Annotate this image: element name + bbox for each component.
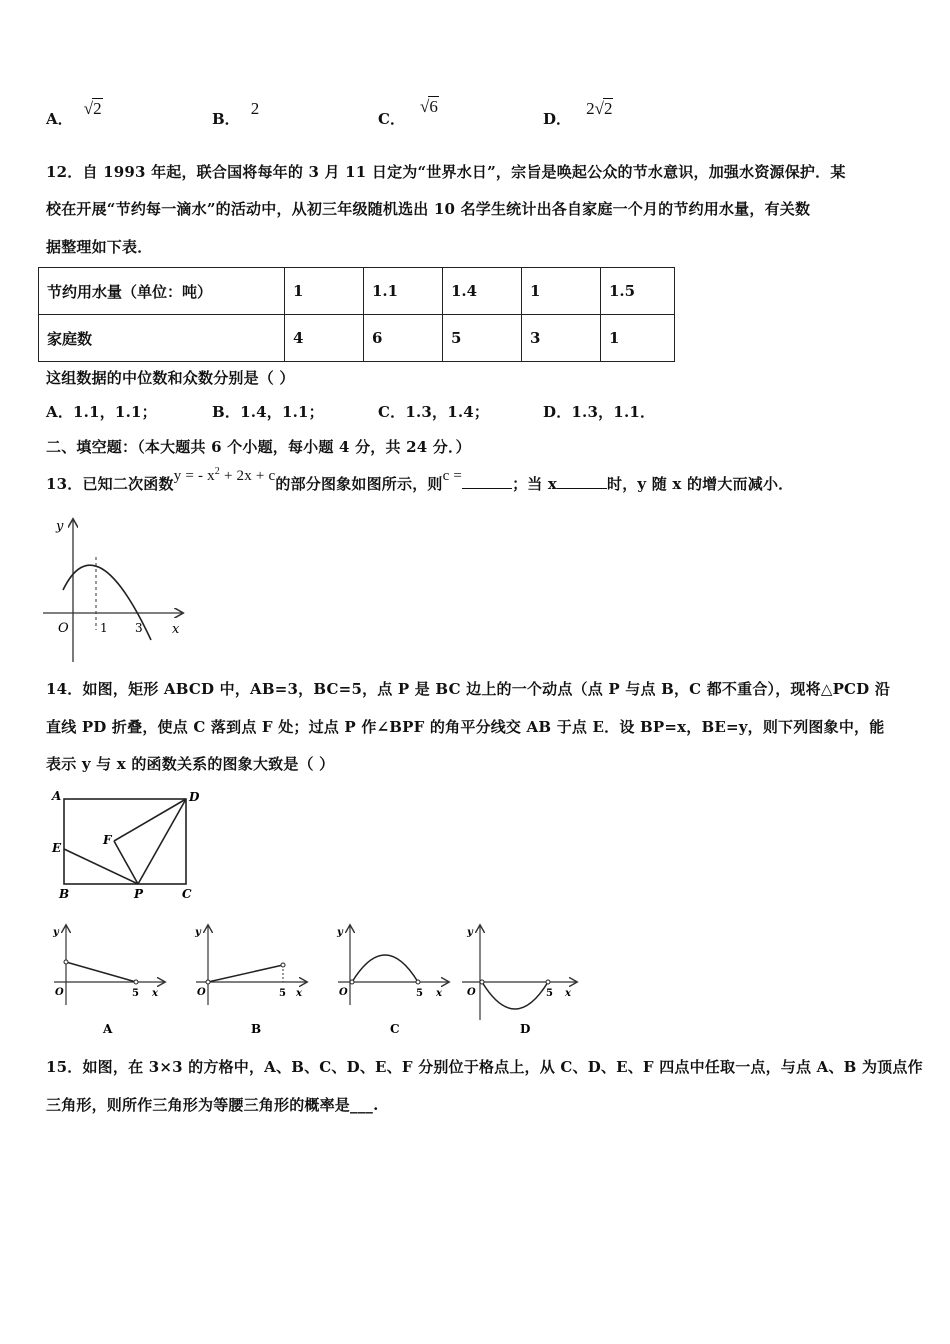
sqrt-expression: √6 xyxy=(420,97,438,116)
tick-label: 5 xyxy=(416,988,423,999)
q12-line3: 据整理如下表． xyxy=(46,238,153,256)
option-label: D． xyxy=(543,110,572,128)
q13-suffix: 时，y 随 x 的增大而减小． xyxy=(607,475,794,493)
open-point xyxy=(281,963,285,967)
q15-line1: 15．如图，在 3×3 的方格中，A、B、C、D、E、F 分别位于格点上，从 C、D、E、F 四点中任取一点，与点 A、B 为顶点作 xyxy=(46,1058,923,1076)
x-label: x xyxy=(152,988,158,999)
q12-option-d: D．1.3，1.1． xyxy=(543,403,656,421)
rectangle-figure xyxy=(46,786,206,904)
y-label: y xyxy=(56,519,64,534)
point-e-label: E xyxy=(52,841,62,855)
graph-caption: D xyxy=(520,1022,531,1036)
origin-label: O xyxy=(58,621,69,636)
q11-option-b xyxy=(212,99,260,129)
radicand: 6 xyxy=(429,97,438,116)
q13-mid: 的部分图象如图所示，则 xyxy=(275,475,443,493)
q12-option-a: A．1.1，1.1； xyxy=(46,403,157,421)
table-cell: 1 xyxy=(522,268,601,315)
open-point xyxy=(134,980,138,984)
y-label: y xyxy=(337,927,343,938)
water-table xyxy=(38,267,675,362)
q12-option-c: C．1.3，1.4； xyxy=(378,403,490,421)
table-cell: 1.5 xyxy=(601,268,675,315)
radicand: 2 xyxy=(603,99,613,118)
graph-line xyxy=(208,965,283,982)
choice-graph-a xyxy=(46,920,176,1040)
tick-label: 5 xyxy=(279,988,286,999)
section-heading: 二、填空题：（本大题共 6 个小题，每小题 4 分，共 24 分．） xyxy=(46,438,471,456)
formula-part: + 2x + c xyxy=(220,468,276,484)
table-cell: 3 xyxy=(522,315,601,362)
x-label: x xyxy=(565,988,571,999)
graph-caption: C xyxy=(390,1022,400,1036)
c-equals: c = xyxy=(442,468,463,484)
radicand: 2 xyxy=(93,99,102,118)
choice-graph-d xyxy=(458,920,588,1040)
q11-option-c xyxy=(378,97,438,129)
q13-mid2: ；当 x xyxy=(512,475,558,493)
open-point xyxy=(546,980,550,984)
q13-formula xyxy=(174,468,276,484)
open-point xyxy=(206,980,210,984)
point-f-label: F xyxy=(103,833,112,847)
table-cell: 1.4 xyxy=(443,268,522,315)
point-p-label: P xyxy=(134,887,144,901)
sqrt-expression: √2 xyxy=(83,99,102,118)
table-header-cell: 节约用水量（单位：吨） xyxy=(39,268,285,315)
x-label: x xyxy=(172,622,180,637)
q11-option-d xyxy=(543,99,613,129)
x-label: x xyxy=(436,988,442,999)
open-point xyxy=(416,980,420,984)
q15-line2: 三角形，则所作三角形为等腰三角形的概率是___. xyxy=(46,1096,379,1114)
y-label: y xyxy=(195,927,201,938)
formula-exponent: 2 xyxy=(214,466,220,477)
q14-line3: 表示 y 与 x 的函数关系的图象大致是（ ） xyxy=(46,755,335,773)
option-label: A． xyxy=(46,110,73,128)
tick-label: 5 xyxy=(132,988,139,999)
q12-line2: 校在开展“节约每一滴水”的活动中，从初三年级随机选出 10 名学生统计出各自家庭一个月的节约用水量，有关数 xyxy=(46,200,811,218)
formula-part: y = - x xyxy=(173,468,215,484)
open-point xyxy=(480,980,484,984)
rectangle-abcd xyxy=(64,799,186,884)
coefficient: 2 xyxy=(586,99,595,118)
table-header-cell: 家庭数 xyxy=(39,315,285,362)
table-cell: 1 xyxy=(285,268,364,315)
sqrt-expression: 2√2 xyxy=(586,99,613,118)
table-row xyxy=(39,315,675,362)
q12-option-b: B．1.4，1.1； xyxy=(212,403,324,421)
graph-curve xyxy=(482,982,548,1009)
open-point xyxy=(350,980,354,984)
point-a-label: A xyxy=(52,789,62,803)
q11-option-a xyxy=(46,99,102,129)
y-label: y xyxy=(467,927,473,938)
answer-blank[interactable] xyxy=(462,488,512,489)
point-d-label: D xyxy=(189,790,200,804)
table-cell: 1.1 xyxy=(364,268,443,315)
choice-graph-b xyxy=(188,920,318,1040)
origin-label: O xyxy=(55,987,64,998)
table-row xyxy=(39,268,675,315)
table-cell: 1 xyxy=(601,315,675,362)
graph-line xyxy=(66,962,136,982)
q14-line1: 14．如图，矩形 ABCD 中，AB=3，BC=5，点 P 是 BC 边上的一个动点（点 P 与点 B，C 都不重合），现将△PCD 沿 xyxy=(46,680,891,698)
segment-pe xyxy=(64,849,138,884)
parabola-graph xyxy=(38,512,188,667)
option-value: 2 xyxy=(250,99,260,118)
table-cell: 4 xyxy=(285,315,364,362)
q13-prefix: 13．已知二次函数 xyxy=(46,475,174,493)
x-label: x xyxy=(296,988,302,999)
segment-pd xyxy=(138,799,186,884)
tick-label: 1 xyxy=(100,621,108,635)
q12-question: 这组数据的中位数和众数分别是（ ） xyxy=(46,369,295,387)
origin-label: O xyxy=(467,987,476,998)
tick-label: 3 xyxy=(135,621,143,635)
choice-graph-c xyxy=(330,920,460,1040)
q12-line1: 12．自 1993 年起，联合国将每年的 3 月 11 日定为“世界水日”，宗旨是唤起公众的节水意识，加强水资源保护．某 xyxy=(46,163,846,181)
point-b-label: B xyxy=(59,887,70,901)
graph-caption: B xyxy=(251,1022,262,1036)
origin-label: O xyxy=(197,987,206,998)
open-point xyxy=(64,960,68,964)
answer-blank[interactable] xyxy=(557,488,607,489)
tick-label: 5 xyxy=(546,988,553,999)
option-label: B． xyxy=(212,110,240,128)
q13-text xyxy=(46,466,794,494)
y-label: y xyxy=(53,927,59,938)
graph-caption: A xyxy=(103,1022,113,1036)
point-c-label: C xyxy=(182,887,192,901)
option-label: C． xyxy=(378,110,405,128)
segment-fd xyxy=(114,799,186,841)
table-cell: 5 xyxy=(443,315,522,362)
table-cell: 6 xyxy=(364,315,443,362)
origin-label: O xyxy=(339,987,348,998)
q14-line2: 直线 PD 折叠，使点 C 落到点 F 处；过点 P 作∠BPF 的角平分线交 AB 于点 E．设 BP=x，BE=y，则下列图象中，能 xyxy=(46,718,885,736)
graph-curve xyxy=(352,955,418,982)
